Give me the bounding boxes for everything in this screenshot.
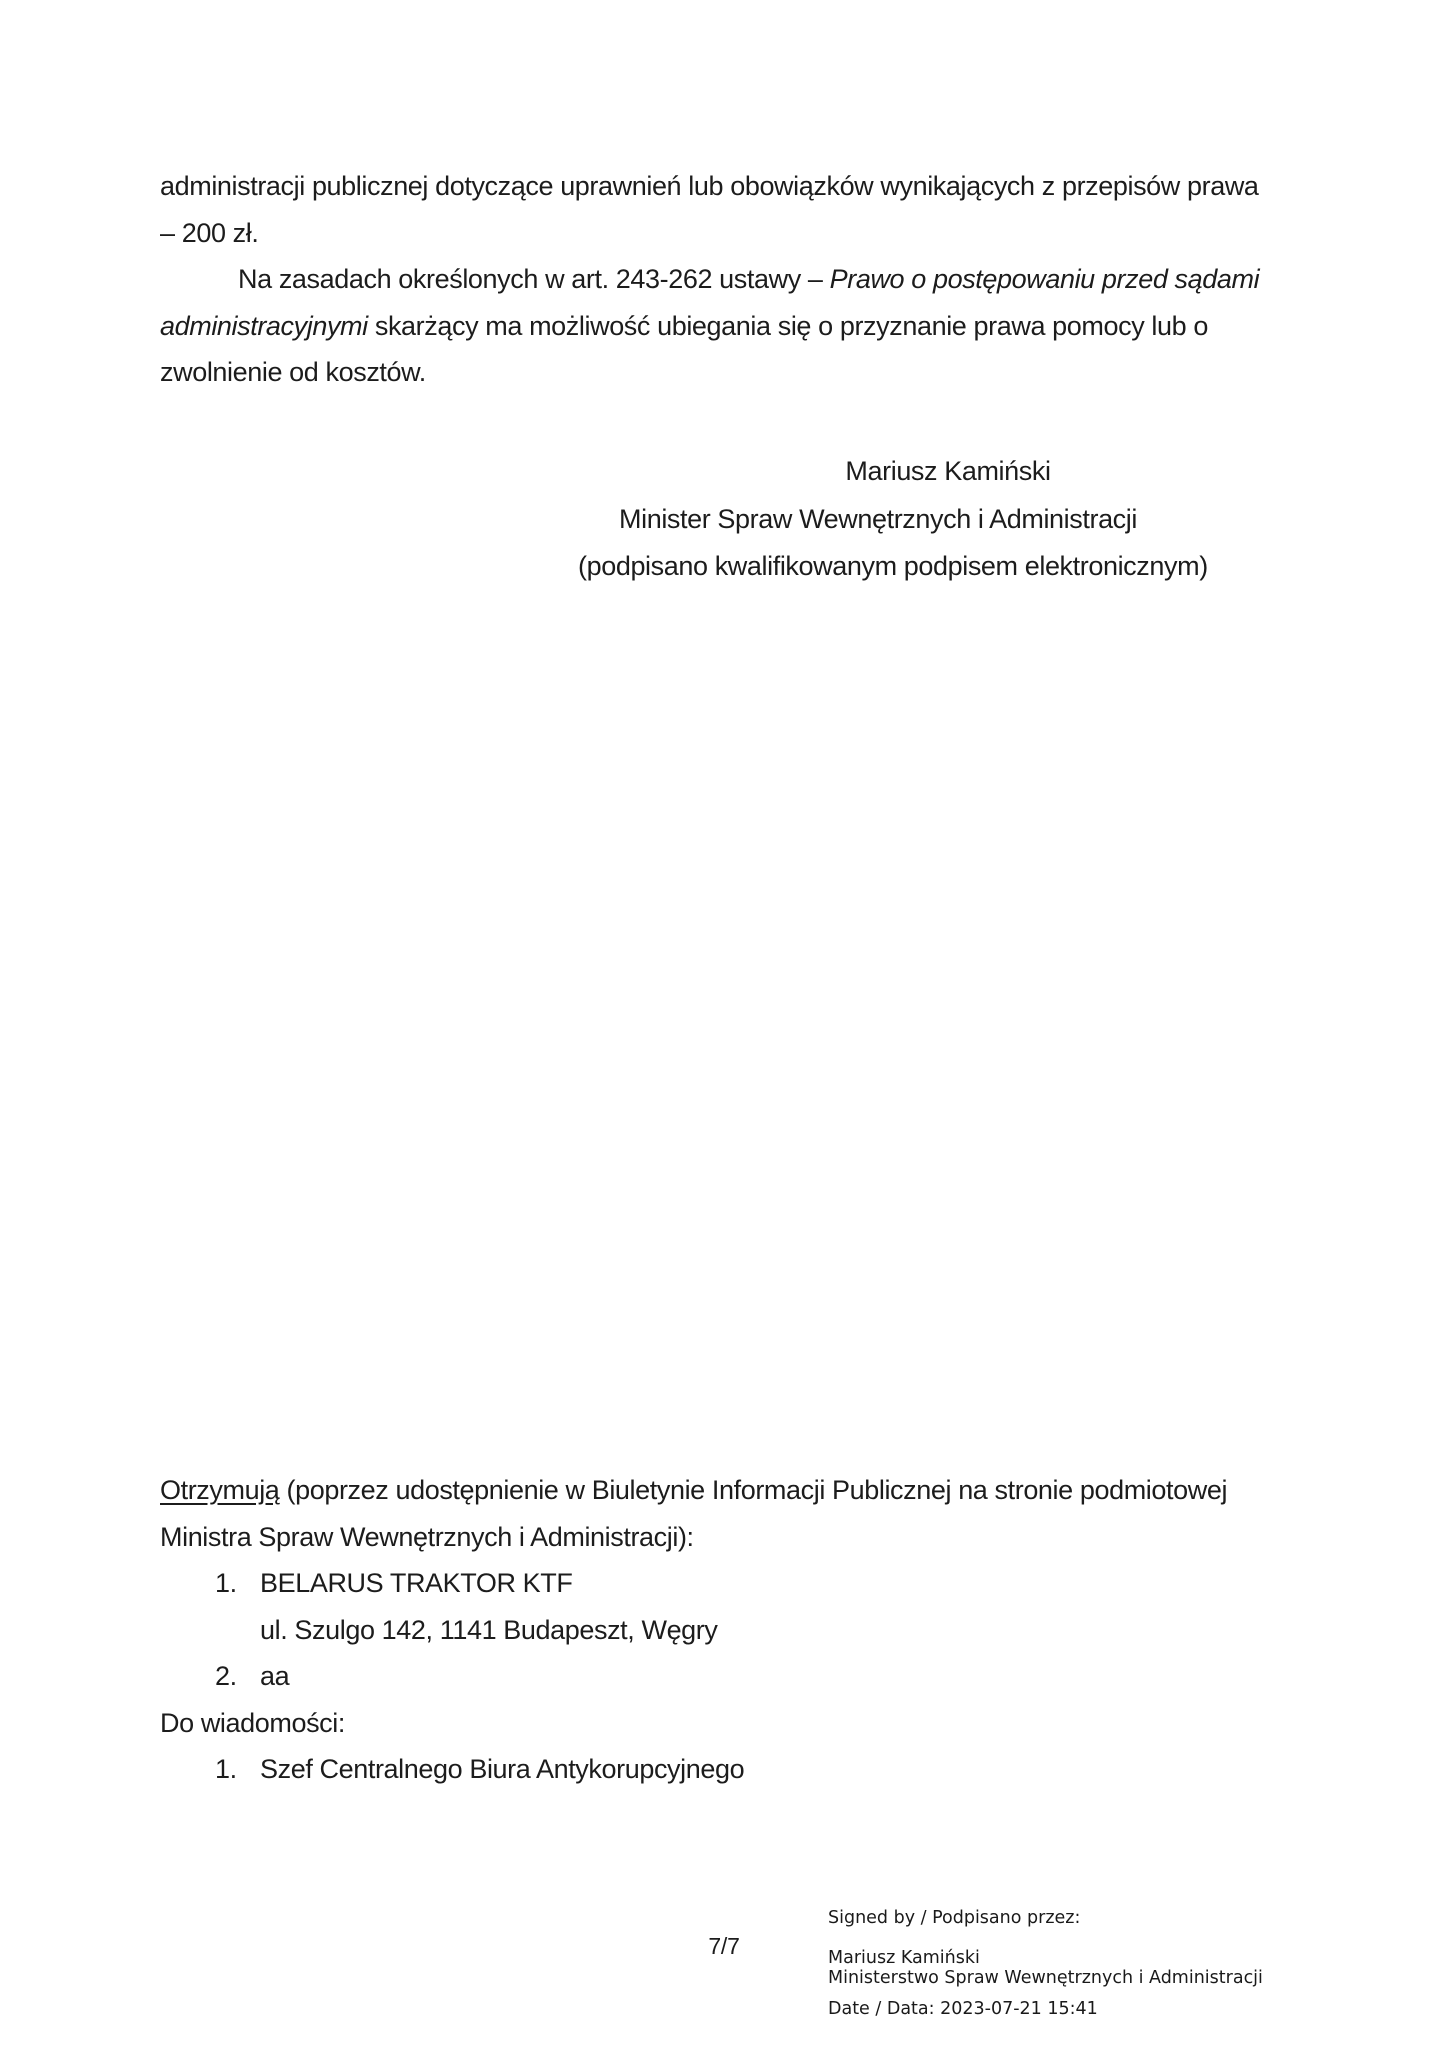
paragraph-line — [160, 163, 1305, 210]
list-item-address: ul. Szulgo 142, 1141 Budapeszt, Węgry — [260, 1614, 718, 1645]
distribution-section — [160, 1467, 1340, 1793]
paragraph-line — [160, 349, 1305, 396]
signature-block — [578, 448, 1208, 591]
distribution-heading — [160, 1467, 1340, 1514]
body-text-segment: Na zasadach określonych w art. 243-262 ustawy – — [238, 264, 830, 294]
page-number: 7/7 — [708, 1933, 740, 1959]
paragraph-line — [160, 210, 1305, 257]
body-text-segment: administracji publicznej dotyczące uprawnień lub obowiązków wynikających z przepisów prawa — [160, 171, 1259, 201]
list-item — [160, 1653, 1340, 1700]
list-item-number: 1. — [215, 1568, 237, 1598]
stamp-signer-org: Ministerstwo Spraw Wewnętrznych i Administracji — [828, 1968, 1263, 1988]
stamp-date: Date / Data: 2023-07-21 15:41 — [828, 1999, 1098, 2019]
electronic-signature-stamp — [828, 1908, 1263, 2019]
signer-name: Mariusz Kamiński — [845, 456, 1051, 486]
italic-law-title: Prawo o postępowaniu przed sądami — [829, 264, 1260, 294]
paragraph-line — [160, 256, 1305, 303]
body-text — [160, 163, 1305, 396]
signer-title: Minister Spraw Wewnętrznych i Administracji — [619, 503, 1137, 534]
paragraph-line — [160, 303, 1305, 350]
stamp-signer-name: Mariusz Kamiński — [828, 1948, 980, 1968]
list-item — [160, 1560, 1340, 1607]
distribution-heading-underlined: Otrzymują — [160, 1475, 280, 1505]
cc-heading: Do wiadomości: — [160, 1707, 345, 1738]
list-item — [160, 1746, 1340, 1793]
body-text-segment: – 200 zł. — [160, 217, 259, 248]
stamp-signed-by-label: Signed by / Podpisano przez: — [828, 1908, 1081, 1928]
body-text-segment: zwolnienie od kosztów. — [160, 357, 426, 387]
italic-law-title: administracyjnymi — [160, 310, 368, 341]
list-item-number: 2. — [215, 1661, 237, 1691]
list-item-text: Szef Centralnego Biura Antykorupcyjnego — [260, 1754, 745, 1784]
list-item-number: 1. — [215, 1754, 237, 1784]
body-text-segment: skarżący ma możliwość ubiegania się o przyznanie prawa pomocy lub o — [367, 310, 1208, 341]
distribution-heading-line2: Ministra Spraw Wewnętrznych i Administracji): — [160, 1521, 694, 1552]
distribution-heading-rest: (poprzez udostępnienie w Biuletynie Informacji Publicznej na stronie podmiotowej — [279, 1475, 1228, 1505]
signature-note: (podpisano kwalifikowanym podpisem elektronicznym) — [578, 551, 1208, 581]
list-item-text: BELARUS TRAKTOR KTF — [260, 1568, 573, 1598]
list-item-text: aa — [260, 1661, 290, 1691]
